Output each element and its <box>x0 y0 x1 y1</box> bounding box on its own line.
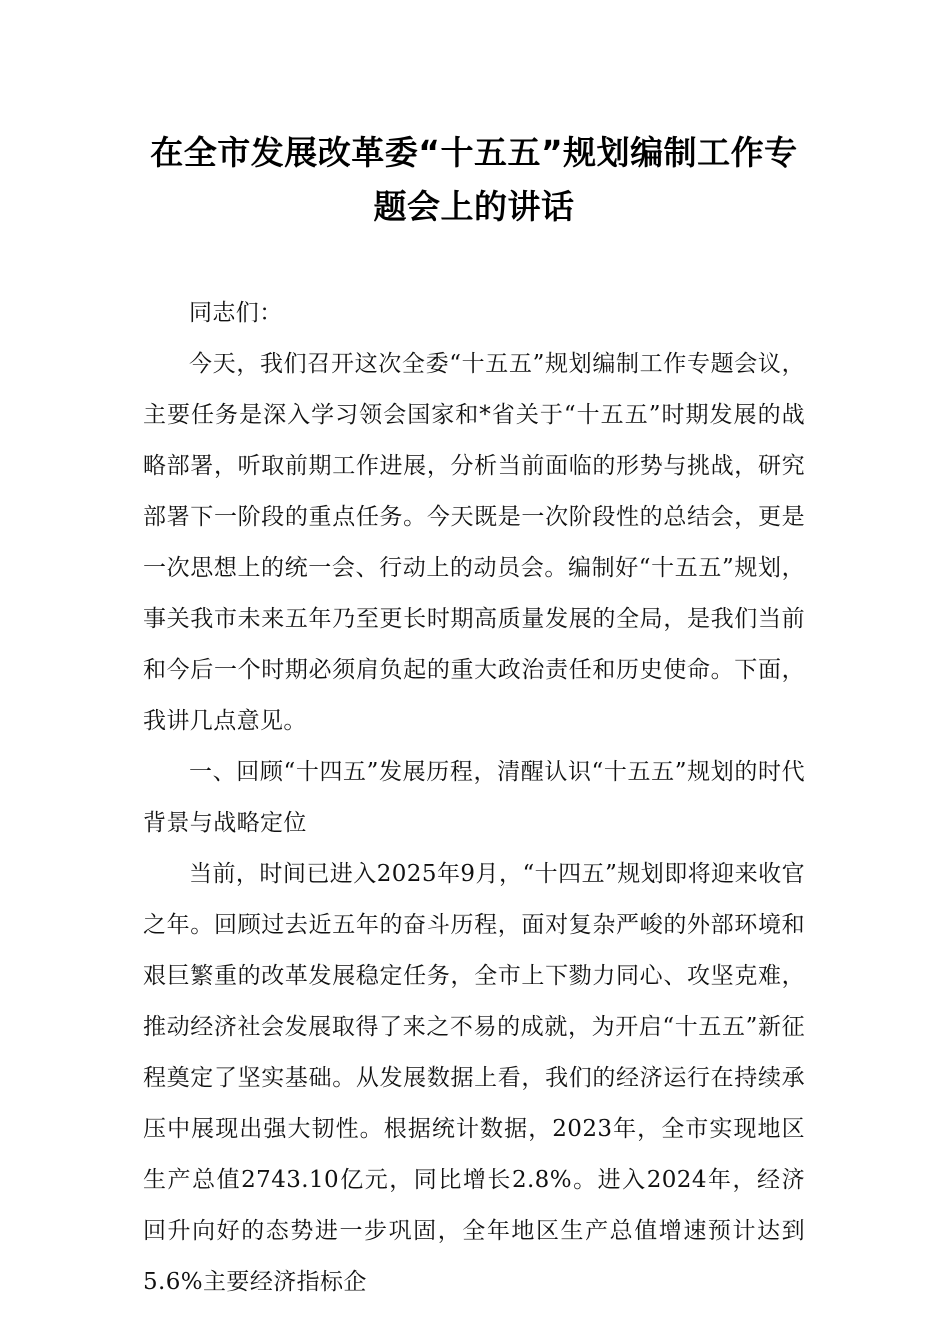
document-title: 在全市发展改革委“十五五”规划编制工作专题会上的讲话 <box>150 133 798 226</box>
body-paragraph: 当前，时间已进入2025年9月，“十四五”规划即将迎来收官之年。回顾过去近五年的奋斗历程，面对复杂严峻的外部环境和艰巨繁重的改革发展稳定任务，全市上下勠力同心、攻坚克难，推动经济社会发展取得了来之不易的成就，为开启“十五五”新征程奠定了坚实基础。从发展数据上看，我们的经济运行在持续承压中展现出强大韧性。根据统计数据，2023年，全市实现地区生产总值2743.10亿元，同比增长2.8%。进入2024年，经济回升向好的态势进一步巩固，全年地区生产总值增速预计达到5.6%主要经济指标企 <box>143 861 805 1295</box>
salutation-paragraph: 同志们： <box>189 300 283 326</box>
document-body <box>143 288 805 1308</box>
section-heading-1: 一、回顾“十四五”发展历程，清醒认识“十五五”规划的时代背景与战略定位 <box>143 759 805 836</box>
intro-paragraph: 今天，我们召开这次全委“十五五”规划编制工作专题会议，主要任务是深入学习领会国家和*省关于“十五五”时期发展的战略部署，听取前期工作进展，分析当前面临的形势与挑战，研究部署下一阶段的重点任务。今天既是一次阶段性的总结会，更是一次思想上的统一会、行动上的动员会。编制好“十五五”规划，事关我市未来五年乃至更长时期高质量发展的全局，是我们当前和今后一个时期必须肩负起的重大政治责任和历史使命。下面，我讲几点意见。 <box>143 351 805 734</box>
document-page <box>143 126 805 1308</box>
